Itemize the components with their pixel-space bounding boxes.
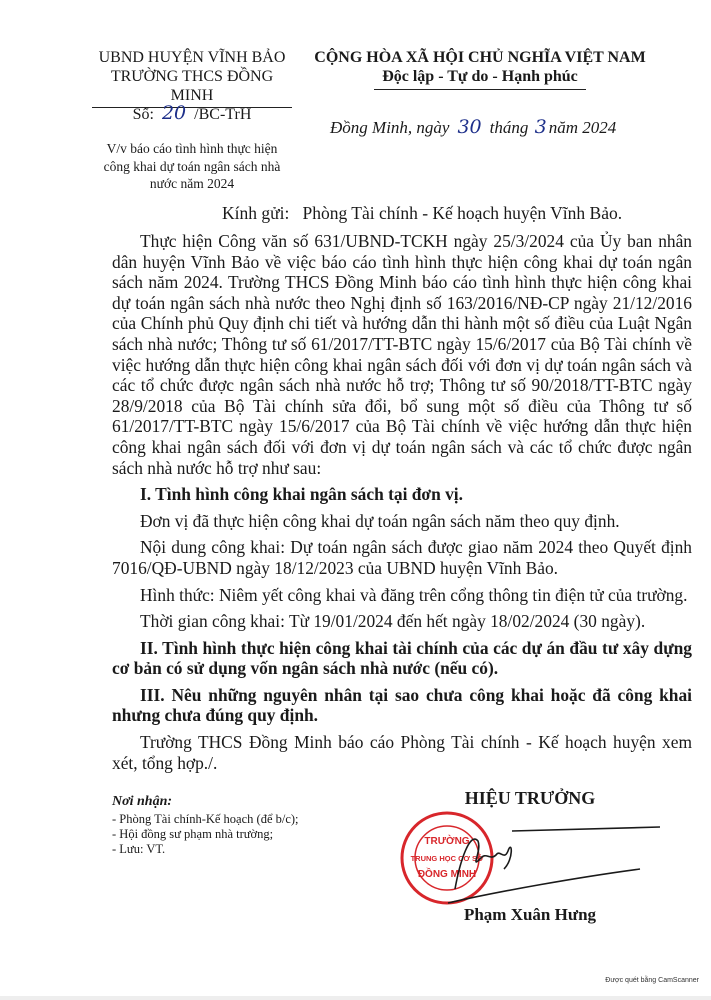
recipients-label-wrap: Nơi nhận:	[112, 794, 173, 810]
official-stamp	[400, 811, 660, 906]
date-day: 30	[457, 116, 482, 138]
stamp-text: TRUNG HỌC CƠ SỞ	[410, 854, 484, 864]
national-motto	[305, 48, 655, 90]
number-suffix: /BC-TrH	[194, 106, 252, 123]
nation-line-2: Độc lập - Tự do - Hạnh phúc	[374, 67, 586, 90]
recipients-label: Nơi nhận	[112, 794, 168, 810]
date-year: năm 2024	[548, 118, 617, 137]
section-2-title: II. Tình hình thực hiện công khai tài chính của các dự án đầu tư xây dựng cơ bản có sử dụng vốn ngân sách nhà nước (nếu có).	[112, 637, 692, 679]
scanner-watermark: Được quét bằng CamScanner	[605, 977, 699, 984]
section-1-paragraph: Hình thức: Niêm yết công khai và đăng trên cổng thông tin điện tử của trường.	[140, 584, 688, 605]
signer-name: Phạm Xuân Hưng	[463, 905, 597, 925]
closing-paragraph: Trường THCS Đồng Minh báo cáo Phòng Tài chính - Kế hoạch huyện xem xét, tổng hợp./.	[112, 732, 692, 773]
recipients-list	[112, 793, 372, 857]
bottom-edge	[0, 996, 711, 1000]
section-1-paragraph: Đơn vị đã thực hiện công khai dự toán ngân sách năm theo quy định.	[140, 510, 620, 531]
recipient-item: - Lưu: VT.	[112, 842, 166, 857]
date-month: 3	[534, 116, 547, 138]
issuing-organization	[92, 48, 292, 108]
stamp-text: TRƯỜNG	[424, 836, 470, 848]
recipient-item: - Hội đồng sư phạm nhà trường;	[112, 827, 274, 842]
date-line	[330, 116, 616, 138]
org-line-1: UBND HUYỆN VĨNH BẢO	[98, 49, 286, 66]
intro-paragraph: Thực hiện Công văn số 631/UBND-TCKH ngày 25/3/2024 của Ủy ban nhân dân huyện Vĩnh Bảo về việc báo cáo tình hình thực hiện công khai dự toán ngân sách năm 2024. Trường THCS Đồng Minh báo cáo tình hình thực hiện công khai dự toán ngân sách nhà nước theo Nghị định số 163/2016/NĐ-CP ngày 21/12/2016 của Chính phủ Quy định chi tiết và hướng dẫn thi hành một số điều của Luật Ngân sách nhà nước; Thông tư số 61/2017/TT-BTC ngày 15/6/2017 của Bộ Tài chính về việc hướng dẫn thực hiện công khai ngân sách đối với đơn vị dự toán ngân sách và các tổ chức được ngân sách nhà nước hỗ trợ; Thông tư số 90/2018/TT-BTC ngày 28/9/2018 của Bộ Tài chính sửa đổi, bổ sung một số điều của Thông tư số 61/2017/TT-BTC ngày 15/6/2017 của Bộ Tài chính về việc hướng dẫn thực hiện công khai ngân sách đối với đơn vị dự toán ngân sách và các tổ chức được ngân sách nhà nước hỗ trợ như sau:	[112, 231, 692, 478]
handwritten-signature	[448, 827, 660, 903]
date-prefix: Đồng Minh, ngày	[330, 118, 450, 137]
date-month-label: tháng	[489, 118, 529, 137]
nation-line-1: CỘNG HÒA XÃ HỘI CHỦ NGHĨA VIỆT NAM	[314, 49, 646, 66]
section-3-title: III. Nêu những nguyên nhân tại sao chưa công khai hoặc đã công khai nhưng chưa đúng quy định.	[112, 684, 692, 726]
subject: V/v báo cáo tình hình thực hiện công khai dự toán ngân sách nhà nước năm 2024	[103, 141, 281, 191]
stamp-text: ĐỒNG MINH	[417, 869, 477, 881]
number-label: Số:	[132, 106, 154, 123]
recipient-item: - Phòng Tài chính-Kế hoạch (để b/c);	[112, 812, 299, 827]
section-1-title: I. Tình hình công khai ngân sách tại đơn vị.	[140, 484, 463, 505]
recipient-line: Kính gửi: Phòng Tài chính - Kế hoạch huyện Vĩnh Bảo.	[222, 203, 623, 223]
number-value: 20	[161, 102, 187, 124]
signature-area	[112, 787, 692, 927]
section-1-paragraph: Thời gian công khai: Từ 19/01/2024 đến hết ngày 18/02/2024 (30 ngày).	[140, 611, 646, 632]
document-body	[112, 231, 692, 927]
org-line-2: TRƯỜNG THCS ĐỒNG MINH	[92, 67, 292, 108]
section-1-paragraph: Nội dung công khai: Dự toán ngân sách được giao năm 2024 theo Quyết định 7016/QĐ-UBND ngày 18/12/2023 của UBND huyện Vĩnh Bảo.	[112, 537, 692, 578]
document-number	[92, 102, 292, 124]
nation-line-2-wrap	[305, 67, 655, 90]
signer-title: HIỆU TRƯỞNG	[464, 788, 596, 809]
